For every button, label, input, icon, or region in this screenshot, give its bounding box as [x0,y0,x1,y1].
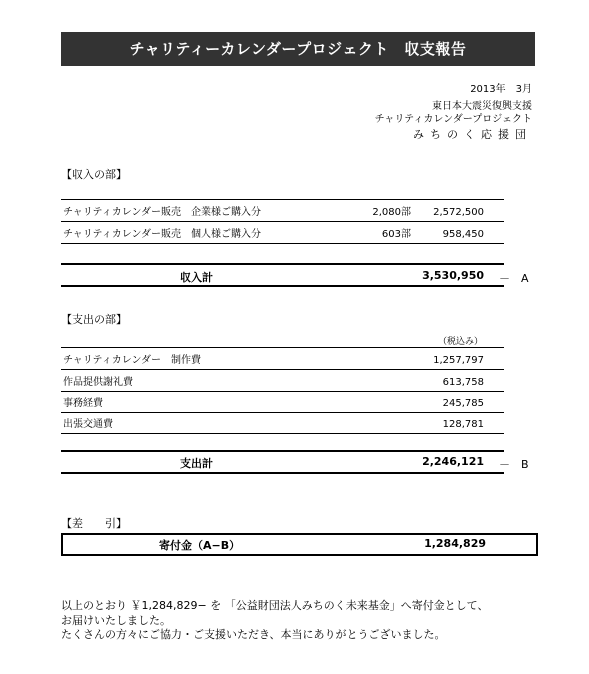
income-total-bottom-rule [61,285,504,287]
income-row-qty: 2,080部 [372,207,411,218]
tax-note: （税込み） [437,337,483,347]
expense-row-label: 事務経費 [63,398,103,409]
org-name: みちのく応援団 [413,128,532,141]
closing-line-1: 以上のとおり ￥1,284,829− を 「公益財団法人みちのく未来基金」へ寄付金として、 [61,599,489,612]
income-row-label: チャリティカレンダー販売 企業様ご購入分 [63,207,262,218]
income-row-amount: 2,572,500 [433,207,484,218]
difference-heading: 【差 引】 [61,517,127,530]
income-row [61,200,504,222]
expense-row-amount: 1,257,797 [433,355,484,366]
expense-row [61,370,504,392]
income-total-amount: 3,530,950 [422,269,484,282]
expense-row [61,348,504,370]
closing-line-2: お届けいたしました。 [61,614,171,627]
closing-line-3: たくさんの方々にご協力・ご支援いただき、本当にありがとうございました。 [61,628,446,641]
expense-row-amount: 613,758 [442,377,484,388]
donation-box [61,533,538,556]
income-row-amount: 958,450 [442,229,484,240]
expense-row-label: チャリティカレンダー 制作費 [63,355,202,366]
expense-row-amount: 245,785 [442,398,484,409]
org-line-1: 東日本大震災復興支援 [432,101,532,112]
expense-row [61,412,504,434]
expense-row-amount: 128,781 [442,419,484,430]
donation-label: 寄付金（A−B） [159,539,241,552]
expense-total-bottom-rule [61,472,504,474]
income-row [61,222,504,244]
page-title: チャリティーカレンダープロジェクト 収支報告 [129,40,467,58]
income-row-qty: 603部 [381,229,411,240]
title-bar [61,32,535,66]
income-total-label: 収入計 [180,271,213,284]
donation-amount: 1,284,829 [424,537,486,550]
expense-total-label: 支出計 [180,457,213,470]
expense-row-label: 作品提供謝礼費 [63,377,133,388]
expense-total-top-rule [61,450,504,452]
income-row-label: チャリティカレンダー販売 個人様ご購入分 [63,229,262,240]
expense-row [61,391,504,413]
org-line-2: チャリティカレンダープロジェクト [374,114,532,125]
income-total-top-rule [61,263,504,265]
expense-row-label: 出張交通費 [63,419,113,430]
income-total-mark: － A [499,272,529,285]
expense-total-amount: 2,246,121 [422,455,484,468]
report-date: 2013年 3月 [470,84,532,95]
income-heading: 【収入の部】 [61,168,127,181]
expense-heading: 【支出の部】 [61,313,127,326]
expense-total-mark: － B [499,458,529,471]
